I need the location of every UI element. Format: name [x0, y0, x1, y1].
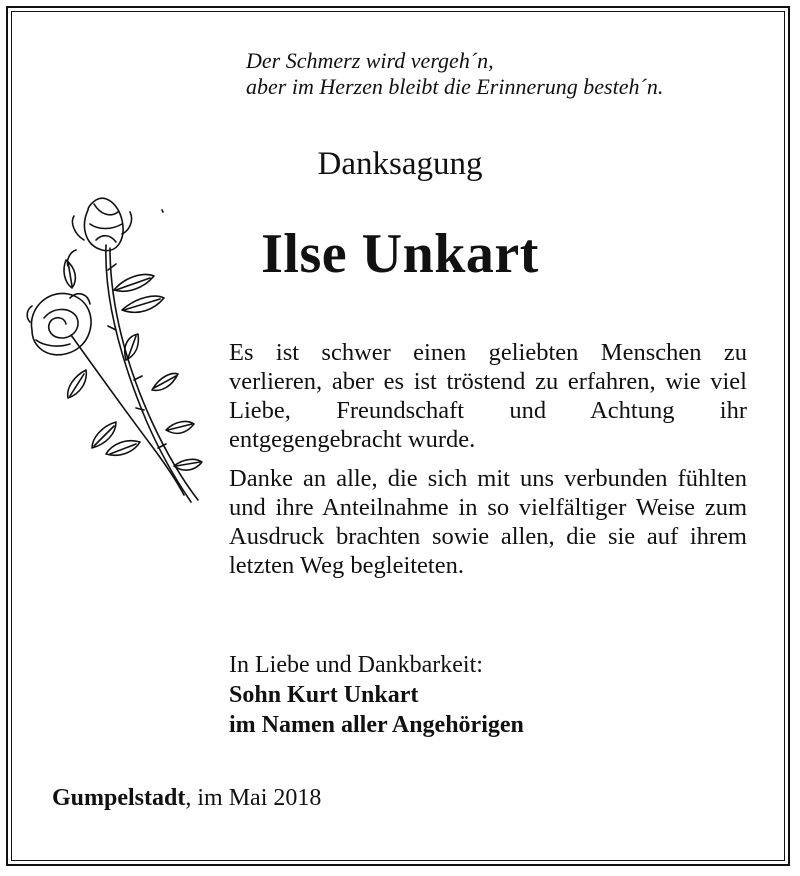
closing — [229, 650, 524, 740]
motto-line-1: Der Schmerz wird vergeh´n, — [246, 48, 494, 73]
closing-on-behalf: im Namen aller Angehörigen — [229, 712, 524, 738]
place: Gumpelstadt — [52, 785, 186, 811]
heading: Danksagung — [317, 146, 483, 182]
rose-icon — [26, 190, 216, 510]
paragraph-1: Es ist schwer einen geliebten Menschen zu verlieren, aber es ist tröstend zu erfahren, wie viel Liebe, Freundschaft und Achtung ihr entgegengebracht wurde. — [229, 339, 747, 453]
closing-signer: Sohn Kurt Unkart — [229, 682, 419, 708]
closing-intro: In Liebe und Dankbarkeit: — [229, 652, 483, 678]
place-date — [52, 785, 321, 812]
paragraph-2: Danke an alle, die sich mit uns verbunden fühlten und ihre Anteilnahme in so vielfältiger Weise zum Ausdruck brachten sowie allen, die sie auf ihrem letzten Weg begleiteten. — [229, 465, 747, 579]
deceased-name: Ilse Unkart — [261, 223, 539, 285]
date: , im Mai 2018 — [185, 785, 322, 811]
motto — [246, 48, 663, 100]
motto-line-2: aber im Herzen bleibt die Erinnerung besteh´n. — [246, 74, 664, 99]
